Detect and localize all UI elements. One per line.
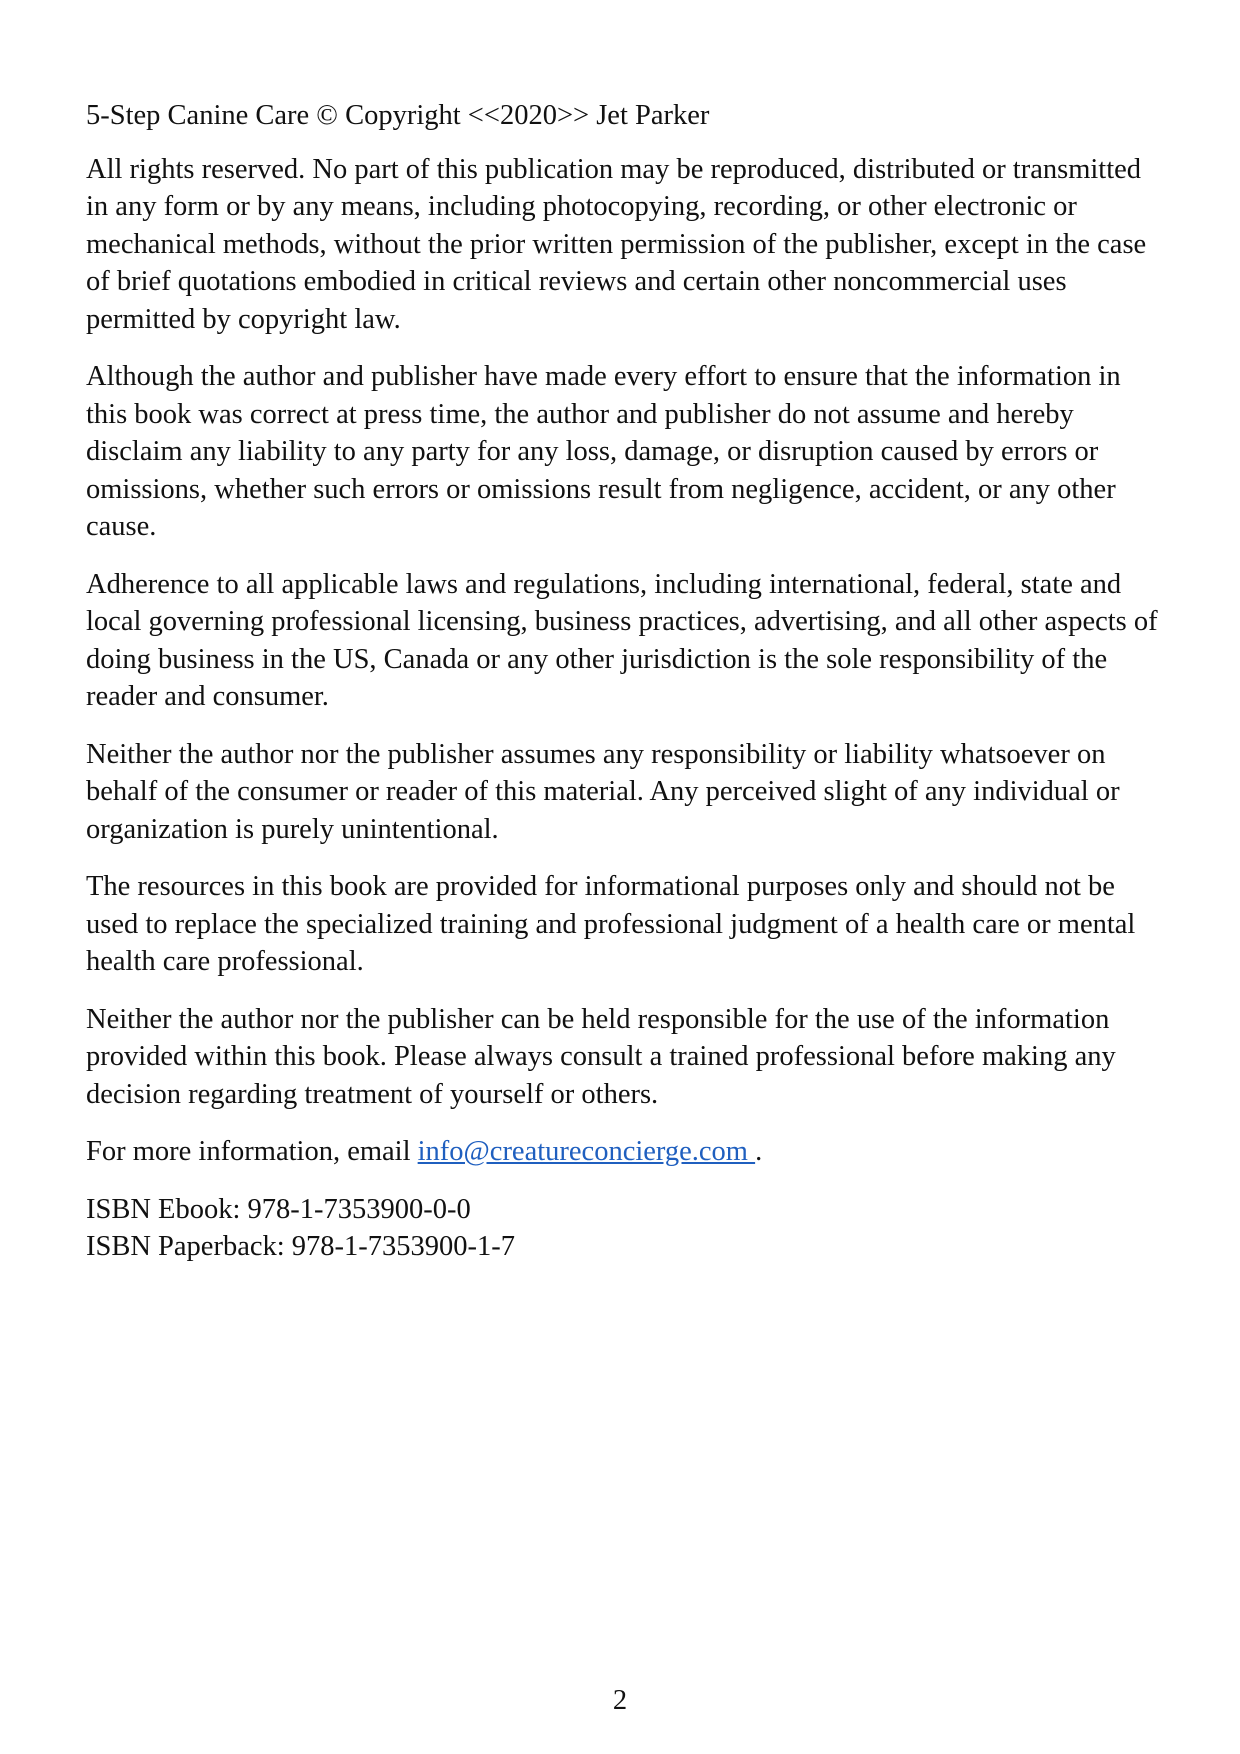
contact-suffix: .: [755, 1136, 763, 1167]
page-number: 2: [612, 1685, 628, 1716]
liability-paragraph: Neither the author nor the publisher assumes any responsibility or liability whatsoever on behalf of the consumer or reader of this material. Any perceived slight of any individual or organization is purely unintentional.: [86, 738, 1120, 845]
copyright-line: 5-Step Canine Care © Copyright <<2020>> Jet Parker: [86, 100, 710, 131]
legal-compliance-paragraph: Adherence to all applicable laws and regulations, including international, federal, state and local governing professional licensing, business practices, advertising, and all other aspects of doing business in the US, Canada or any other jurisdiction is the sole responsibility of the reader and consumer.: [86, 568, 1158, 712]
copyright-page-content: [86, 97, 1166, 1286]
isbn-block: [86, 1191, 1166, 1266]
contact-prefix: For more information, email: [86, 1136, 418, 1167]
email-link[interactable]: info@creatureconcierge.com: [417, 1136, 756, 1167]
rights-reserved-paragraph: All rights reserved. No part of this publication may be reproduced, distributed or transmitted in any form or by any means, including photocopying, recording, or other electronic or mechanical methods, without the prior written permission of the publisher, except in the case of brief quotations embodied in critical reviews and certain other noncommercial uses permitted by copyright law.: [86, 153, 1147, 335]
contact-line: [86, 1133, 1166, 1171]
informational-purposes-paragraph: The resources in this book are provided for informational purposes only and should not be used to replace the specialized training and professional judgment of a health care or mental health care professional.: [86, 871, 1136, 977]
isbn-paperback: ISBN Paperback: 978-1-7353900-1-7: [86, 1231, 516, 1262]
consult-professional-paragraph: Neither the author nor the publisher can be held responsible for the use of the information provided within this book. Please always consult a trained professional before making any decision regarding treatment of yourself or others.: [86, 1003, 1116, 1110]
disclaimer-paragraph: Although the author and publisher have made every effort to ensure that the information in this book was correct at press time, the author and publisher do not assume and hereby disclaim any liability to any party for any loss, damage, or disruption caused by errors or omissions, whether such errors or omissions result from negligence, accident, or any other cause.: [86, 361, 1121, 542]
isbn-ebook: ISBN Ebook: 978-1-7353900-0-0: [86, 1193, 471, 1225]
